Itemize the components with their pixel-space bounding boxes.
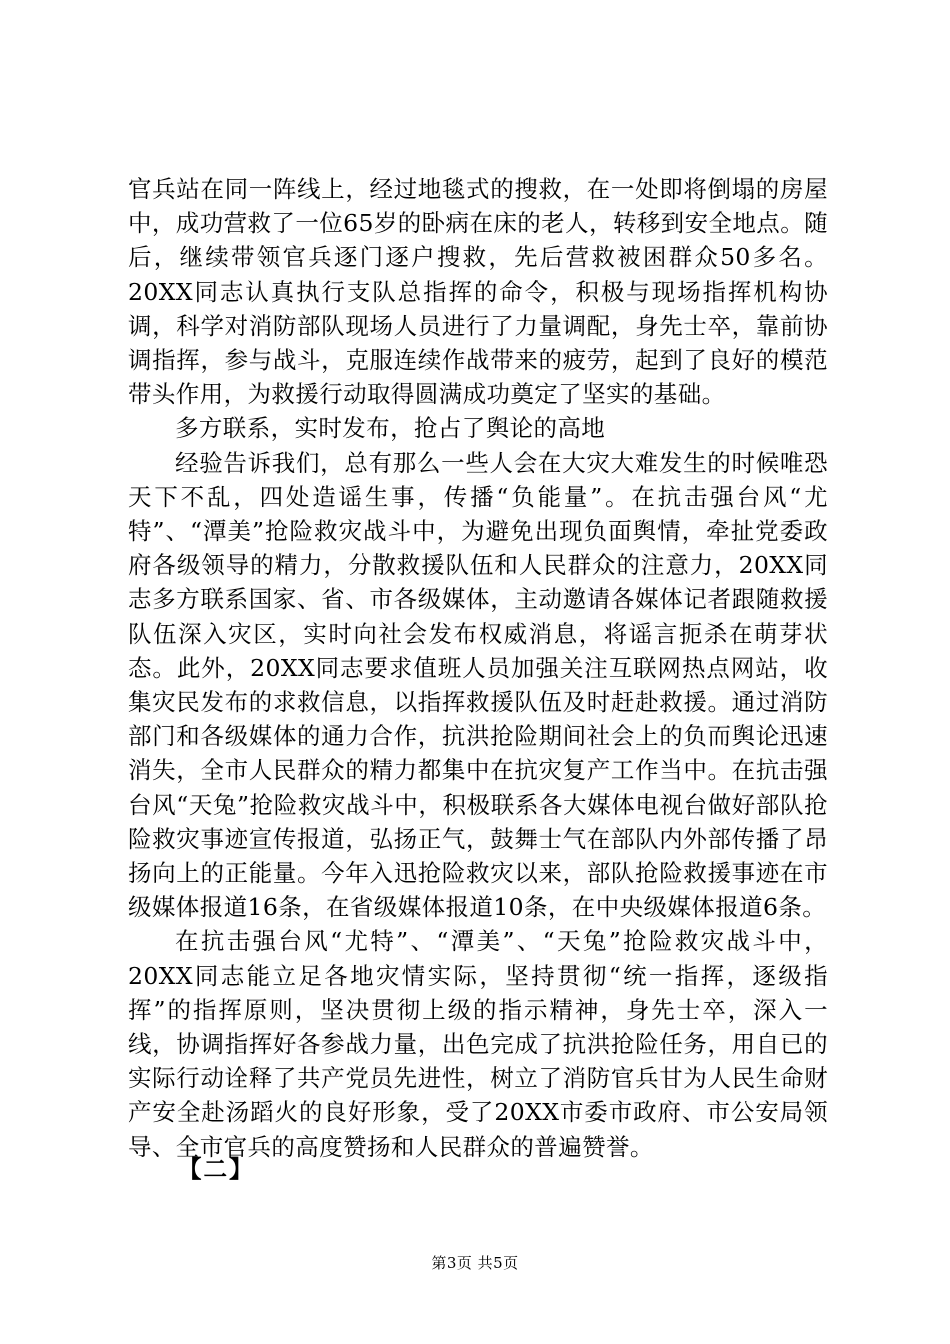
paragraph-media: 经验告诉我们，总有那么一些人会在大灾大难发生的时候唯恐天下不乱，四处造谣生事，传播“负能量”。在抗击强台风“尤特”、“潭美”抢险救灾战斗中，为避免出现负面舆情，牵扯党委政府各级领导的精力，分散救援队伍和人民群众的注意力，20XX同志多方联系国家、省、市各级媒体，主动邀请各媒体记者跟随救援队伍深入灾区，实时向社会发布权威消息，将谣言扼杀在萌芽状态。此外，20XX同志要求值班人员加强关注互联网热点网站，收集灾民发布的求救信息，以指挥救援队伍及时赶赴救援。通过消防部门和各级媒体的通力合作，抗洪抢险期间社会上的负而舆论迅速消失，全市人民群众的精力都集中在抗灾复产工作当中。在抗击强台风“天兔”抢险救灾战斗中，积极联系各大媒体电视台做好部队抢险救灾事迹宣传报道，弘扬正气，鼓舞士气在部队内外部传播了昂扬向上的正能量。今年入迅抢险救灾以来，部队抢险救援事迹在市级媒体报道16条，在省级媒体报道10条，在中央级媒体报道6条。 [128, 448, 828, 922]
paragraph-subheading: 多方联系，实时发布，抢占了舆论的高地 [175, 414, 606, 443]
paragraph-continuation: 官兵站在同一阵线上，经过地毯式的搜救，在一处即将倒塌的房屋中，成功营救了一位65岁的卧病在床的老人，转移到安全地点。随后，继续带领官兵逐门逐户搜救，先后营救被困群众50多名。20XX同志认真执行支队总指挥的命令，积极与现场指挥机构协调，科学对消防部队现场人员进行了力量调配，身先士卒，靠前协调指挥，参与战斗，克服连续作战带来的疲劳，起到了良好的模范带头作用，为救援行动取得圆满成功奠定了坚实的基础。 [128, 175, 828, 409]
page-footer: 第3页 共5页 [431, 1254, 519, 1272]
document-body [128, 172, 828, 1164]
section-marker: 【二】 [178, 1155, 255, 1183]
paragraph-summary: 在抗击强台风“尤特”、“潭美”、“天兔”抢险救灾战斗中，20XX同志能立足各地灾情实际，坚持贯彻“统一指挥，逐级指挥”的指挥原则，坚决贯彻上级的指示精神，身先士卒，深入一线，协调指挥好各参战力量，出色完成了抗洪抢险任务，用自已的实际行动诠释了共产党员先进性，树立了消防官兵甘为人民生命财产安全赴汤蹈火的良好形象，受了20XX市委市政府、市公安局领导、全市官兵的高度赞扬和人民群众的普遍赞誉。 [128, 927, 828, 1161]
